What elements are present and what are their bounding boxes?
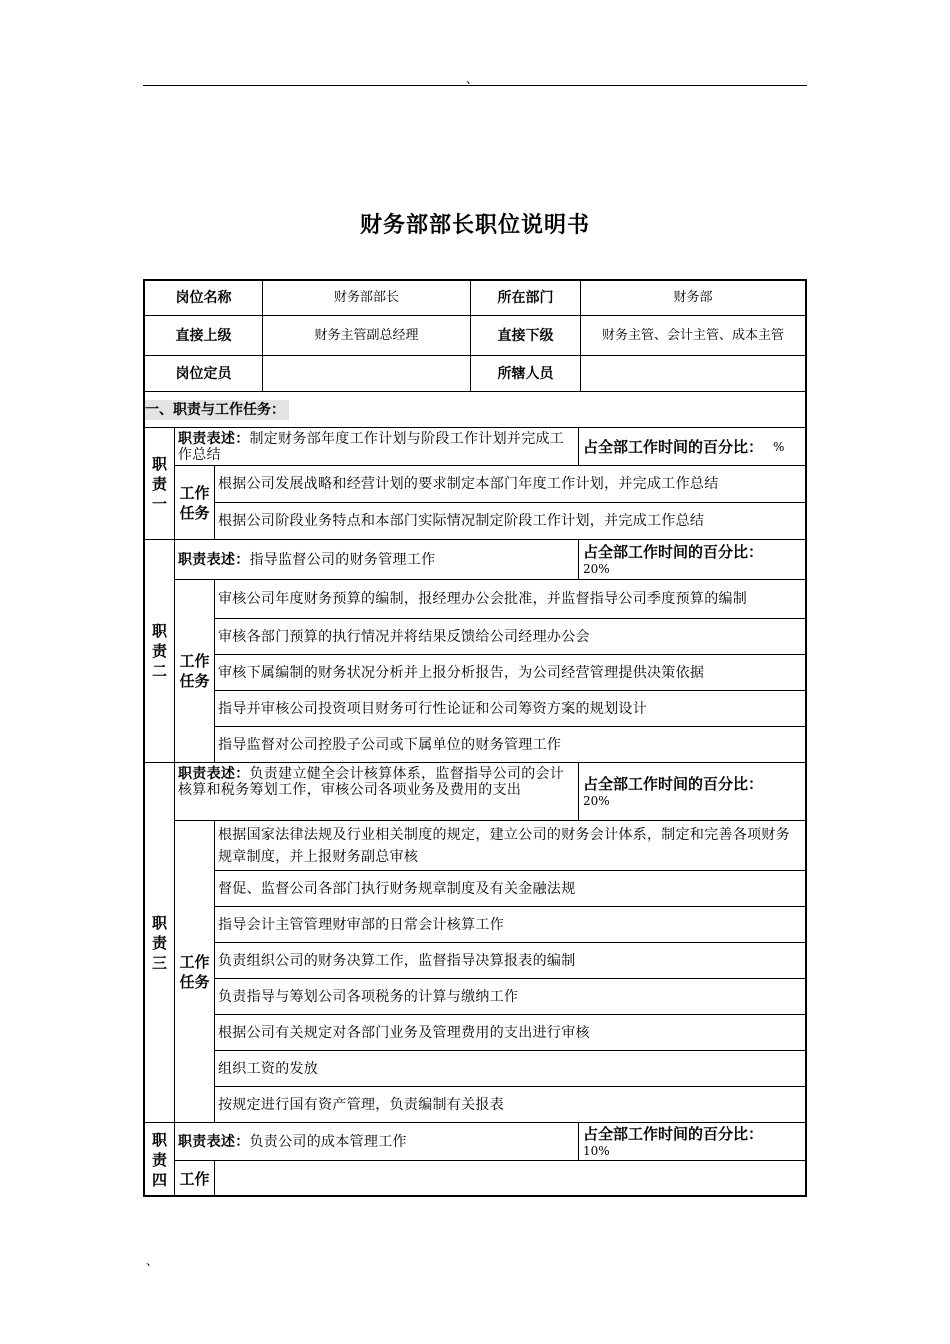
duty-1-task: 根据公司发展战略和经营计划的要求制定本部门年度工作计划，并完成工作总结 bbox=[215, 466, 805, 503]
duty-3-statement-label: 职责表述： bbox=[178, 766, 250, 782]
duty-1-pct: % bbox=[773, 439, 785, 454]
duty-2-task: 审核各部门预算的执行情况并将结果反馈给公司经理办公会 bbox=[215, 619, 805, 655]
duty-1-statement: 制定财务部年度工作计划与阶段工作计划并完成工作总结 bbox=[178, 431, 565, 463]
subordinate-label: 直接下级 bbox=[471, 316, 581, 356]
page-title: 财务部部长职位说明书 bbox=[359, 213, 590, 238]
duty-3-task: 督促、监督公司各部门执行财务规章制度及有关金融法规 bbox=[215, 871, 805, 907]
duty-2-pct-cell bbox=[579, 540, 805, 580]
duty-3-task: 负责指导与筹划公司各项税务的计算与缴纳工作 bbox=[215, 979, 805, 1015]
duty-2-task: 指导并审核公司投资项目财务可行性论证和公司筹资方案的规划设计 bbox=[215, 691, 805, 727]
duty-3-statement: 负责建立健全会计核算体系，监督指导公司的会计核算和税务筹划工作，审核公司各项业务及费用的支出 bbox=[178, 766, 565, 798]
duty-4-statement-cell bbox=[175, 1123, 579, 1161]
duty-1-statement-label: 职责表述： bbox=[178, 431, 250, 447]
department-label: 所在部门 bbox=[471, 281, 581, 316]
duty-2-task: 审核下属编制的财务状况分析并上报分析报告，为公司经营管理提供决策依据 bbox=[215, 655, 805, 691]
duty-1-statement-cell bbox=[175, 428, 579, 466]
headcount-value bbox=[263, 356, 471, 392]
footer-mark: 、 bbox=[146, 1254, 159, 1268]
duty-2-task-label: 工作任务 bbox=[179, 652, 210, 690]
duty-2-task-label-cell bbox=[175, 580, 215, 763]
duty-1-task: 根据公司阶段业务特点和本部门实际情况制定阶段工作计划，并完成工作总结 bbox=[215, 503, 805, 540]
duty-3-pct: 20% bbox=[583, 794, 610, 808]
position-name-label: 岗位名称 bbox=[145, 281, 263, 316]
duty-3-statement-cell bbox=[175, 763, 579, 821]
duty-3-name: 职责三 bbox=[151, 913, 167, 972]
section-heading bbox=[145, 392, 805, 428]
duty-1-pct-cell bbox=[579, 428, 805, 466]
duty-1-task-label-cell bbox=[175, 466, 215, 540]
duty-4-pct: 10% bbox=[583, 1144, 610, 1158]
duty-4-label bbox=[145, 1123, 175, 1197]
duty-4-pct-cell bbox=[579, 1123, 805, 1161]
headcount-label: 岗位定员 bbox=[145, 356, 263, 392]
duty-3-task: 根据国家法律法规及行业相关制度的规定，建立公司的财务会计体系，制定和完善各项财务规章制度，并上报财务副总审核 bbox=[215, 821, 805, 871]
duty-3-pct-label: 占全部工作时间的百分比： bbox=[583, 775, 764, 793]
superior-label: 直接上级 bbox=[145, 316, 263, 356]
duty-2-task: 审核公司年度财务预算的编制，报经理办公会批准，并监督指导公司季度预算的编制 bbox=[215, 580, 805, 619]
duty-3-task: 组织工资的发放 bbox=[215, 1051, 805, 1087]
duty-4-task-label-cell bbox=[175, 1161, 215, 1197]
duty-1-label bbox=[145, 428, 175, 540]
duty-1-name: 职责一 bbox=[151, 454, 167, 513]
staff-label: 所辖人员 bbox=[471, 356, 581, 392]
duty-4-task bbox=[215, 1161, 805, 1197]
duty-4-statement-label: 职责表述： bbox=[178, 1133, 250, 1150]
duty-2-statement-cell bbox=[175, 540, 579, 580]
duty-3-pct-cell bbox=[579, 763, 805, 821]
duty-4-statement: 负责公司的成本管理工作 bbox=[249, 1133, 407, 1150]
staff-value bbox=[581, 356, 805, 392]
duty-3-task-label-cell bbox=[175, 821, 215, 1123]
duty-2-name: 职责二 bbox=[151, 622, 167, 680]
duty-4-pct-label: 占全部工作时间的百分比： bbox=[583, 1125, 764, 1143]
job-description-table bbox=[143, 279, 807, 1197]
department-value: 财务部 bbox=[581, 281, 805, 316]
duty-3-task: 指导会计主管管理财审部的日常会计核算工作 bbox=[215, 907, 805, 943]
subordinate-value: 财务主管、会计主管、成本主管 bbox=[581, 316, 805, 356]
duty-2-pct: 20% bbox=[583, 562, 610, 576]
duty-2-statement-label: 职责表述： bbox=[178, 551, 250, 568]
superior-value: 财务主管副总经理 bbox=[263, 316, 471, 356]
position-name-value: 财务部部长 bbox=[263, 281, 471, 316]
duty-2-pct-label: 占全部工作时间的百分比： bbox=[583, 543, 764, 561]
section-heading-text: 一、职责与工作任务： bbox=[145, 400, 289, 420]
duty-1-pct-label: 占全部工作时间的百分比： bbox=[583, 437, 764, 456]
duty-3-task: 根据公司有关规定对各部门业务及管理费用的支出进行审核 bbox=[215, 1015, 805, 1051]
duty-2-statement: 指导监督公司的财务管理工作 bbox=[249, 551, 436, 568]
duty-3-task: 按规定进行国有资产管理，负责编制有关报表 bbox=[215, 1087, 805, 1123]
header-mark: 、 bbox=[466, 72, 479, 86]
duty-4-task-label: 工作 bbox=[179, 1170, 210, 1188]
duty-3-task: 负责组织公司的财务决算工作，监督指导决算报表的编制 bbox=[215, 943, 805, 979]
duty-1-task-label: 工作任务 bbox=[179, 483, 210, 522]
header-rule bbox=[143, 85, 807, 86]
duty-3-task-label: 工作任务 bbox=[179, 952, 210, 991]
duty-4-name: 职责四 bbox=[151, 1131, 167, 1189]
duty-2-label bbox=[145, 540, 175, 763]
duty-3-label bbox=[145, 763, 175, 1123]
duty-2-task: 指导监督对公司控股子公司或下属单位的财务管理工作 bbox=[215, 727, 805, 763]
